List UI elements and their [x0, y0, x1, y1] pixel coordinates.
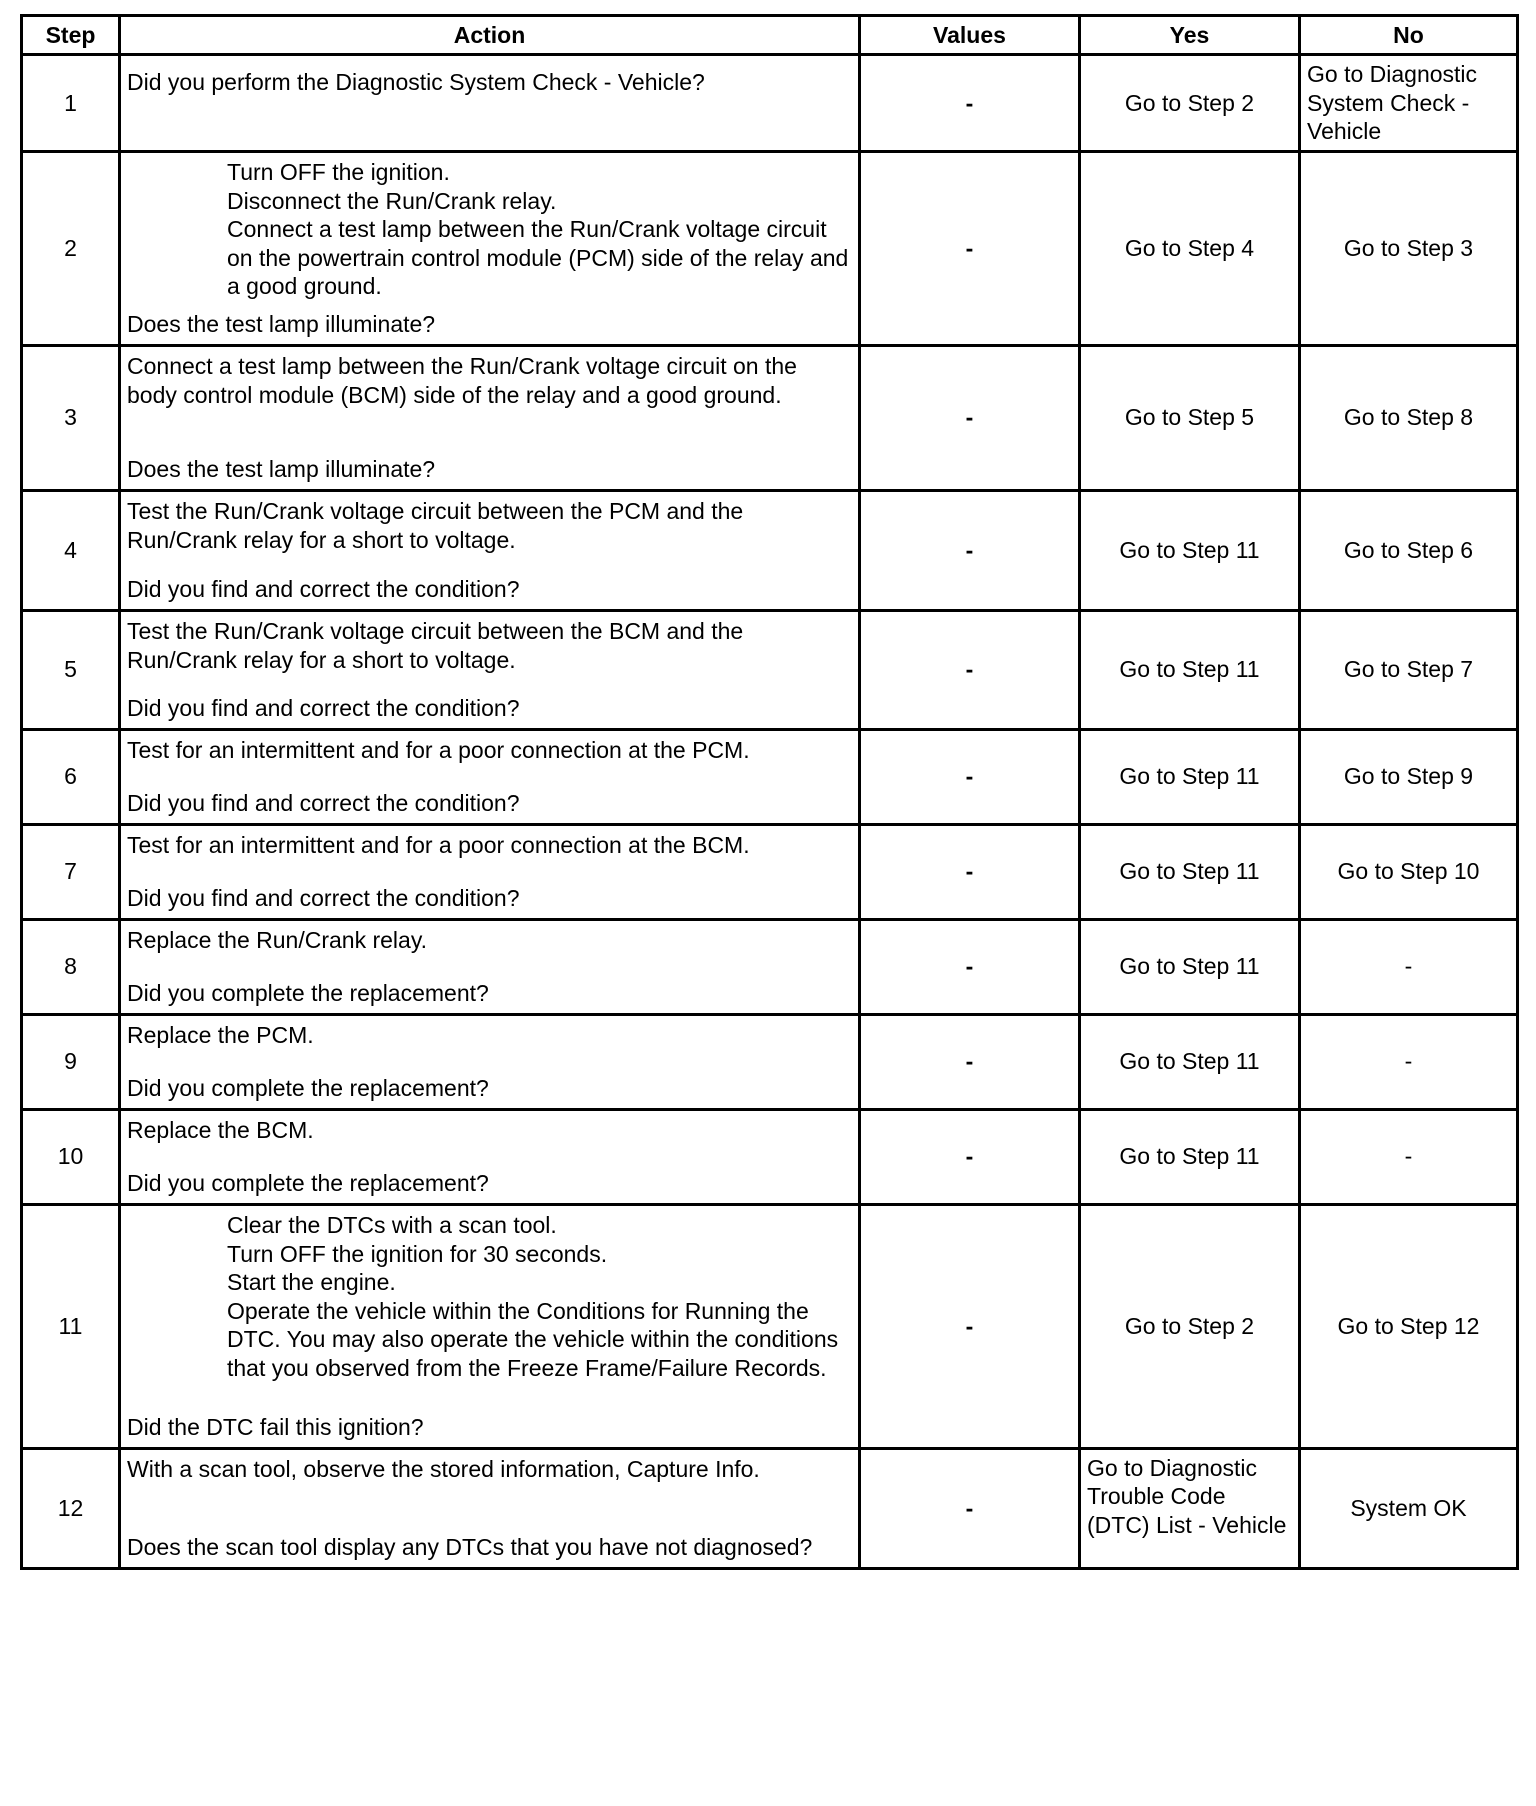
values-cell: - [860, 919, 1080, 1014]
step-number: 5 [22, 610, 120, 729]
yes-cell: Go to Step 2 [1080, 55, 1300, 152]
values-cell: - [860, 1204, 1080, 1448]
diagnostic-table [20, 14, 1519, 1570]
table-row [22, 824, 1518, 919]
step-number: 7 [22, 824, 120, 919]
action-cell [120, 1109, 860, 1204]
instruction-item: Turn OFF the ignition. [227, 159, 450, 185]
no-cell: Go to Diagnostic System Check - Vehicle [1300, 55, 1518, 152]
step-number: 1 [22, 55, 120, 152]
action-text: Did you perform the Diagnostic System Check - Vehicle? [127, 68, 705, 95]
yes-cell: Go to Step 11 [1080, 1014, 1300, 1109]
step-number: 6 [22, 729, 120, 824]
action-question: Did you complete the replacement? [127, 979, 489, 1006]
step-number: 12 [22, 1448, 120, 1568]
step-number: 2 [22, 151, 120, 345]
values-cell: - [860, 824, 1080, 919]
no-cell: Go to Step 3 [1300, 151, 1518, 345]
action-text: Test for an intermittent and for a poor connection at the PCM. [127, 737, 750, 763]
instruction-item: Connect a test lamp between the Run/Crank voltage circuit on the powertrain control module (PCM) side of the relay and a good ground. [227, 216, 849, 299]
values-cell: - [860, 610, 1080, 729]
yes-cell: Go to Step 11 [1080, 919, 1300, 1014]
values-cell: - [860, 55, 1080, 152]
action-question: Does the test lamp illuminate? [127, 310, 436, 337]
yes-cell: Go to Step 4 [1080, 151, 1300, 345]
step-number: 3 [22, 345, 120, 490]
step-number: 4 [22, 490, 120, 610]
header-values: Values [860, 16, 1080, 55]
table-row [22, 490, 1518, 610]
yes-cell: Go to Step 5 [1080, 345, 1300, 490]
table-row [22, 1204, 1518, 1448]
table-row [22, 729, 1518, 824]
yes-cell: Go to Step 11 [1080, 729, 1300, 824]
values-cell: - [860, 345, 1080, 490]
no-cell: System OK [1300, 1448, 1518, 1568]
no-cell: Go to Step 12 [1300, 1204, 1518, 1448]
action-cell [120, 490, 860, 610]
step-number: 8 [22, 919, 120, 1014]
table-body [22, 55, 1518, 1569]
instruction-item: Turn OFF the ignition for 30 seconds. [227, 1240, 608, 1267]
action-question: Did you find and correct the condition? [127, 789, 520, 816]
action-text: Test the Run/Crank voltage circuit between the PCM and the Run/Crank relay for a short to voltage. [127, 498, 744, 553]
step-number: 9 [22, 1014, 120, 1109]
step-number: 11 [22, 1204, 120, 1448]
action-text: Replace the BCM. [127, 1117, 314, 1143]
header-no: No [1300, 16, 1518, 55]
action-question: Did you complete the replacement? [127, 1074, 489, 1101]
header-row [22, 16, 1518, 55]
action-text: Replace the PCM. [127, 1022, 314, 1048]
action-cell [120, 919, 860, 1014]
instruction-list [127, 1211, 852, 1382]
action-question: Did the DTC fail this ignition? [127, 1413, 424, 1440]
no-cell: - [1300, 919, 1518, 1014]
step-number: 10 [22, 1109, 120, 1204]
instruction-item: Disconnect the Run/Crank relay. [227, 187, 557, 214]
yes-cell: Go to Step 11 [1080, 824, 1300, 919]
header-yes: Yes [1080, 16, 1300, 55]
instruction-item: Operate the vehicle within the Conditions for Running the DTC. You may also operate the vehicle within the conditions that you observed from the Freeze Frame/Failure Records. [227, 1297, 839, 1381]
yes-cell: Go to Step 11 [1080, 1109, 1300, 1204]
action-question: Did you find and correct the condition? [127, 575, 520, 602]
action-cell [120, 151, 860, 345]
instruction-item: Start the engine. [227, 1269, 396, 1295]
values-cell: - [860, 1014, 1080, 1109]
action-text: Test the Run/Crank voltage circuit between the BCM and the Run/Crank relay for a short to voltage. [127, 618, 744, 673]
action-cell [120, 55, 860, 152]
action-text: With a scan tool, observe the stored information, Capture Info. [127, 1456, 760, 1482]
instruction-list [127, 158, 852, 301]
instruction-item: Clear the DTCs with a scan tool. [227, 1212, 557, 1238]
action-question: Did you find and correct the condition? [127, 694, 520, 721]
table-row [22, 1014, 1518, 1109]
values-cell: - [860, 151, 1080, 345]
yes-cell: Go to Step 11 [1080, 490, 1300, 610]
table-row [22, 151, 1518, 345]
action-cell [120, 1448, 860, 1568]
action-cell [120, 729, 860, 824]
yes-cell: Go to Step 11 [1080, 610, 1300, 729]
header-action: Action [120, 16, 860, 55]
action-cell [120, 610, 860, 729]
no-cell: Go to Step 9 [1300, 729, 1518, 824]
action-text: Connect a test lamp between the Run/Crank voltage circuit on the body control module (BCM) side of the relay and a good ground. [127, 353, 797, 408]
no-cell: Go to Step 8 [1300, 345, 1518, 490]
action-text: Replace the Run/Crank relay. [127, 927, 427, 953]
table-row [22, 1109, 1518, 1204]
values-cell: - [860, 490, 1080, 610]
header-step: Step [22, 16, 120, 55]
no-cell: Go to Step 10 [1300, 824, 1518, 919]
values-cell: - [860, 1448, 1080, 1568]
yes-cell: Go to Step 2 [1080, 1204, 1300, 1448]
action-text: Test for an intermittent and for a poor connection at the BCM. [127, 832, 750, 858]
table-row [22, 345, 1518, 490]
action-cell [120, 1204, 860, 1448]
no-cell: - [1300, 1109, 1518, 1204]
action-question: Does the scan tool display any DTCs that you have not diagnosed? [127, 1533, 813, 1560]
values-cell: - [860, 1109, 1080, 1204]
no-cell: - [1300, 1014, 1518, 1109]
table-row [22, 610, 1518, 729]
values-cell: - [860, 729, 1080, 824]
table-row [22, 1448, 1518, 1568]
action-cell [120, 345, 860, 490]
action-question: Does the test lamp illuminate? [127, 455, 436, 482]
table-row [22, 55, 1518, 152]
yes-cell: Go to Diagnostic Trouble Code (DTC) List - Vehicle [1080, 1448, 1300, 1568]
action-question: Did you complete the replacement? [127, 1169, 489, 1196]
no-cell: Go to Step 6 [1300, 490, 1518, 610]
action-cell [120, 824, 860, 919]
action-cell [120, 1014, 860, 1109]
no-cell: Go to Step 7 [1300, 610, 1518, 729]
table-row [22, 919, 1518, 1014]
action-question: Did you find and correct the condition? [127, 884, 520, 911]
